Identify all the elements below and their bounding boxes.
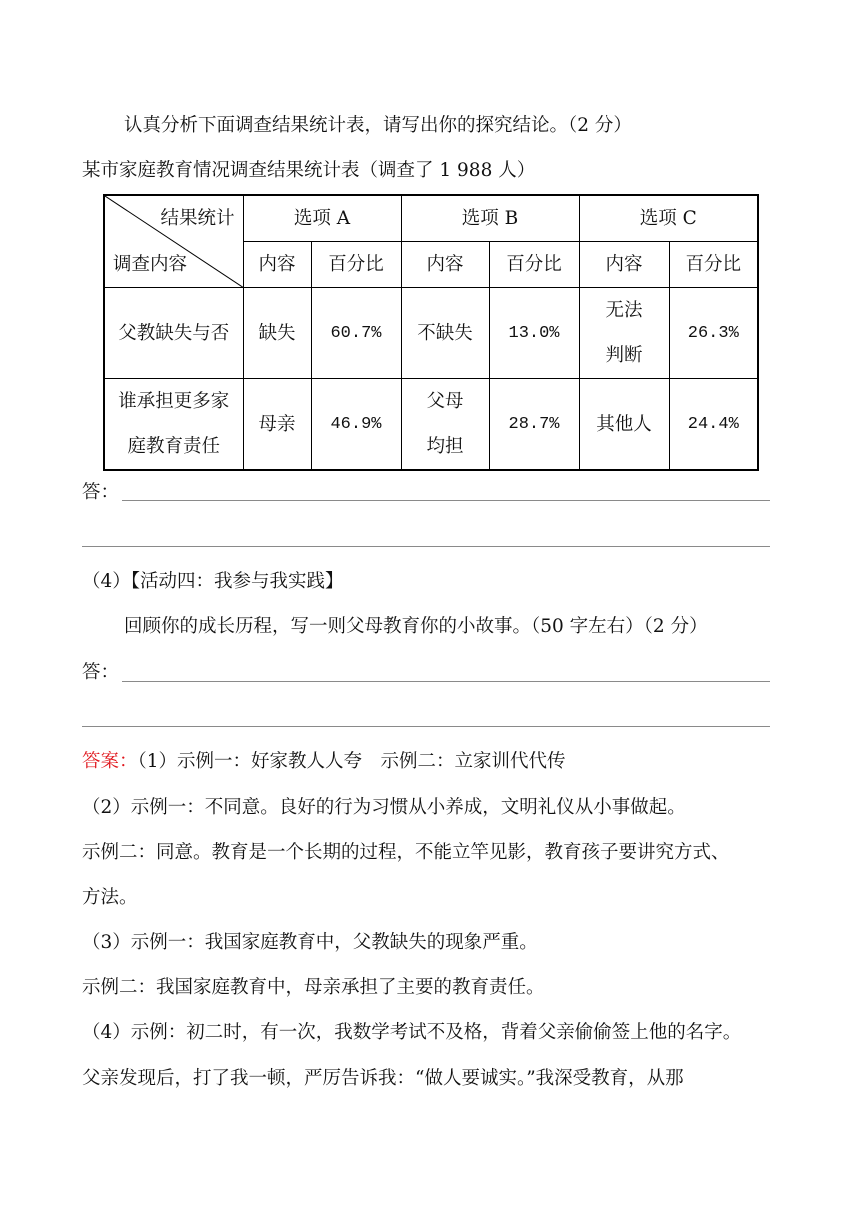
cell-c-content: [579, 288, 669, 379]
answer-key-label: 答案：: [82, 751, 138, 772]
answer-key-line8: 父亲发现后，打了我一顿，严厉告诉我：“做人要诚实。”我深受教育，从那: [82, 1068, 684, 1089]
answer-line-1a[interactable]: [122, 500, 770, 501]
cell-c-content: 其他人: [579, 379, 669, 471]
row-label-line1: 谁承担更多家: [118, 391, 230, 412]
cell-b-content: 不缺失: [401, 288, 489, 379]
cell-b-percent: 28.7%: [489, 379, 579, 471]
option-a-header: 选项 A: [243, 195, 401, 242]
cell-c-percent: 24.4%: [669, 379, 758, 471]
table-row: [104, 288, 758, 379]
answer-key-line4: 方法。: [82, 887, 138, 908]
answer-key-line2: （2）示例一：不同意。良好的行为习惯从小养成，文明礼仪从小事做起。: [82, 797, 686, 818]
row-label-line2: 庭教育责任: [127, 436, 220, 457]
a-percent-header: 百分比: [311, 242, 401, 288]
cell-c-percent: 26.3%: [669, 288, 758, 379]
b-percent-header: 百分比: [489, 242, 579, 288]
answer-key-line5: （3）示例一：我国家庭教育中，父教缺失的现象严重。: [82, 932, 538, 953]
cell-b-content-line2: 均担: [426, 436, 464, 457]
c-percent-header: 百分比: [669, 242, 758, 288]
answer-key-line7: （4）示例：初二时，有一次，我数学考试不及格，背着父亲偷偷签上他的名字。: [82, 1022, 742, 1043]
cell-b-content-line1: 父母: [426, 391, 464, 412]
table-corner-header: [104, 195, 243, 288]
cell-a-content: 母亲: [243, 379, 311, 471]
cell-c-content-line1: 无法: [605, 300, 643, 321]
cell-a-percent: 60.7%: [311, 288, 401, 379]
answer-key-line6: 示例二：我国家庭教育中，母亲承担了主要的教育责任。: [82, 977, 545, 998]
cell-a-content: 缺失: [243, 288, 311, 379]
answer-label-1: 答：: [82, 482, 120, 503]
answer-line-1b[interactable]: [82, 546, 770, 547]
cell-c-content-line2: 判断: [605, 345, 643, 366]
option-c-header: 选项 C: [579, 195, 758, 242]
answer-key-text1: （1）示例一：好家教人人夸 示例二：立家训代代传: [137, 751, 566, 772]
row-label: 父教缺失与否: [104, 288, 243, 379]
b-content-header: 内容: [401, 242, 489, 288]
table-title: 某市家庭教育情况调查结果统计表（调查了 1 988 人）: [82, 160, 536, 181]
activity4-title: （4）【活动四：我参与我实践】: [82, 571, 344, 592]
answer-line-2a[interactable]: [122, 681, 770, 682]
cell-b-percent: 13.0%: [489, 288, 579, 379]
intro-question: 认真分析下面调查结果统计表，请写出你的探究结论。（2 分）: [124, 115, 632, 136]
row-label: [104, 379, 243, 471]
answer-key-line1: [82, 749, 566, 775]
corner-bottom-label: 调查内容: [113, 254, 188, 275]
answer-label-2: 答：: [82, 662, 120, 683]
c-content-header: 内容: [579, 242, 669, 288]
a-content-header: 内容: [243, 242, 311, 288]
option-b-header: 选项 B: [401, 195, 579, 242]
answer-line-2b[interactable]: [82, 726, 770, 727]
table-row: [104, 379, 758, 471]
survey-table: [103, 194, 759, 471]
activity4-prompt: 回顾你的成长历程，写一则父母教育你的小故事。（50 字左右）（2 分）: [124, 616, 708, 637]
cell-a-percent: 46.9%: [311, 379, 401, 471]
answer-key-line3: 示例二：同意。教育是一个长期的过程，不能立竿见影，教育孩子要讲究方式、: [82, 842, 730, 863]
cell-b-content: [401, 379, 489, 471]
corner-top-label: 结果统计: [160, 208, 235, 229]
